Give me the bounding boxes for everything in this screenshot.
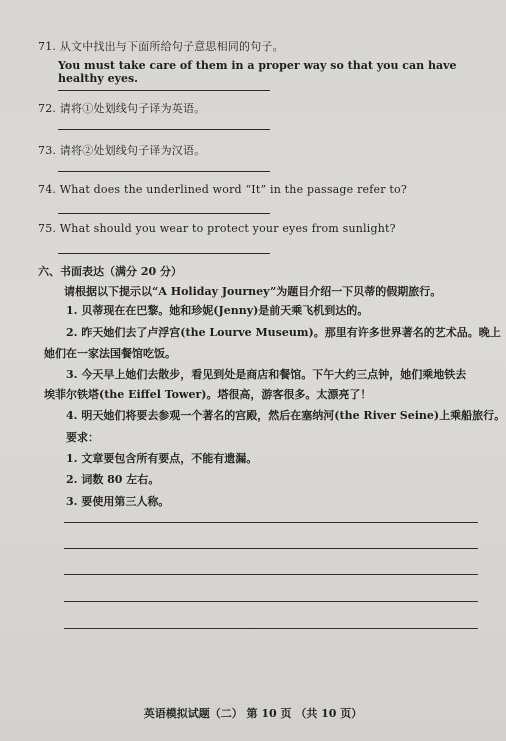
answer-line-74[interactable] — [58, 213, 270, 214]
question-71: 71. 从文中找出与下面所给句子意思相同的句子。 — [38, 40, 284, 53]
writing-line-1[interactable] — [64, 522, 478, 523]
writing-line-3[interactable] — [64, 574, 478, 575]
requirements-heading: 要求： — [66, 431, 99, 444]
question-73: 73. 请将②处划线句子译为汉语。 — [38, 144, 206, 157]
writing-line-2[interactable] — [64, 548, 478, 549]
answer-line-75[interactable] — [58, 253, 270, 254]
writing-intro: 请根据以下提示以“A Holiday Journey”为题目介绍一下贝蒂的假期旅行。 — [64, 285, 442, 298]
point-4: 4. 明天她们将要去参观一个著名的宫殿，然后在塞纳河(the River Seine)上乘船旅行。 — [66, 409, 506, 422]
point-2: 2. 昨天她们去了卢浮宫(the Lourve Museum)。那里有许多世界著名的艺术品。晚上 — [66, 326, 501, 339]
point-2-cont: 她们在一家法国餐馆吃饭。 — [44, 347, 176, 360]
page-footer: 英语模拟试题（二） 第 10 页 （共 10 页） — [143, 707, 363, 720]
requirement-3: 3. 要使用第三人称。 — [66, 495, 170, 508]
point-3: 3. 今天早上她们去散步，看见到处是商店和餐馆。下午大约三点钟，她们乘地铁去 — [66, 368, 467, 381]
question-75: 75. What should you wear to protect your eyes from sunlight? — [38, 222, 396, 235]
question-74: 74. What does the underlined word “It” in the passage refer to? — [38, 183, 407, 196]
requirement-2: 2. 词数 80 左右。 — [66, 473, 160, 486]
point-1: 1. 贝蒂现在在巴黎。她和珍妮(Jenny)是前天乘飞机到达的。 — [66, 304, 369, 317]
section-heading: 六、书面表达（满分 20 分） — [38, 265, 182, 278]
answer-line-72[interactable] — [58, 129, 270, 130]
writing-line-5[interactable] — [64, 628, 478, 629]
point-3-cont: 埃菲尔铁塔(the Eiffel Tower)。塔很高，游客很多。太漂亮了！ — [44, 388, 372, 401]
answer-line-73[interactable] — [58, 171, 270, 172]
requirement-1: 1. 文章要包含所有要点，不能有遗漏。 — [66, 452, 258, 465]
answer-line-71[interactable] — [58, 90, 270, 91]
writing-line-4[interactable] — [64, 601, 478, 602]
q71-sentence: You must take care of them in a proper way so that you can have healthy eyes. — [58, 59, 457, 85]
question-72: 72. 请将①处划线句子译为英语。 — [38, 102, 206, 115]
